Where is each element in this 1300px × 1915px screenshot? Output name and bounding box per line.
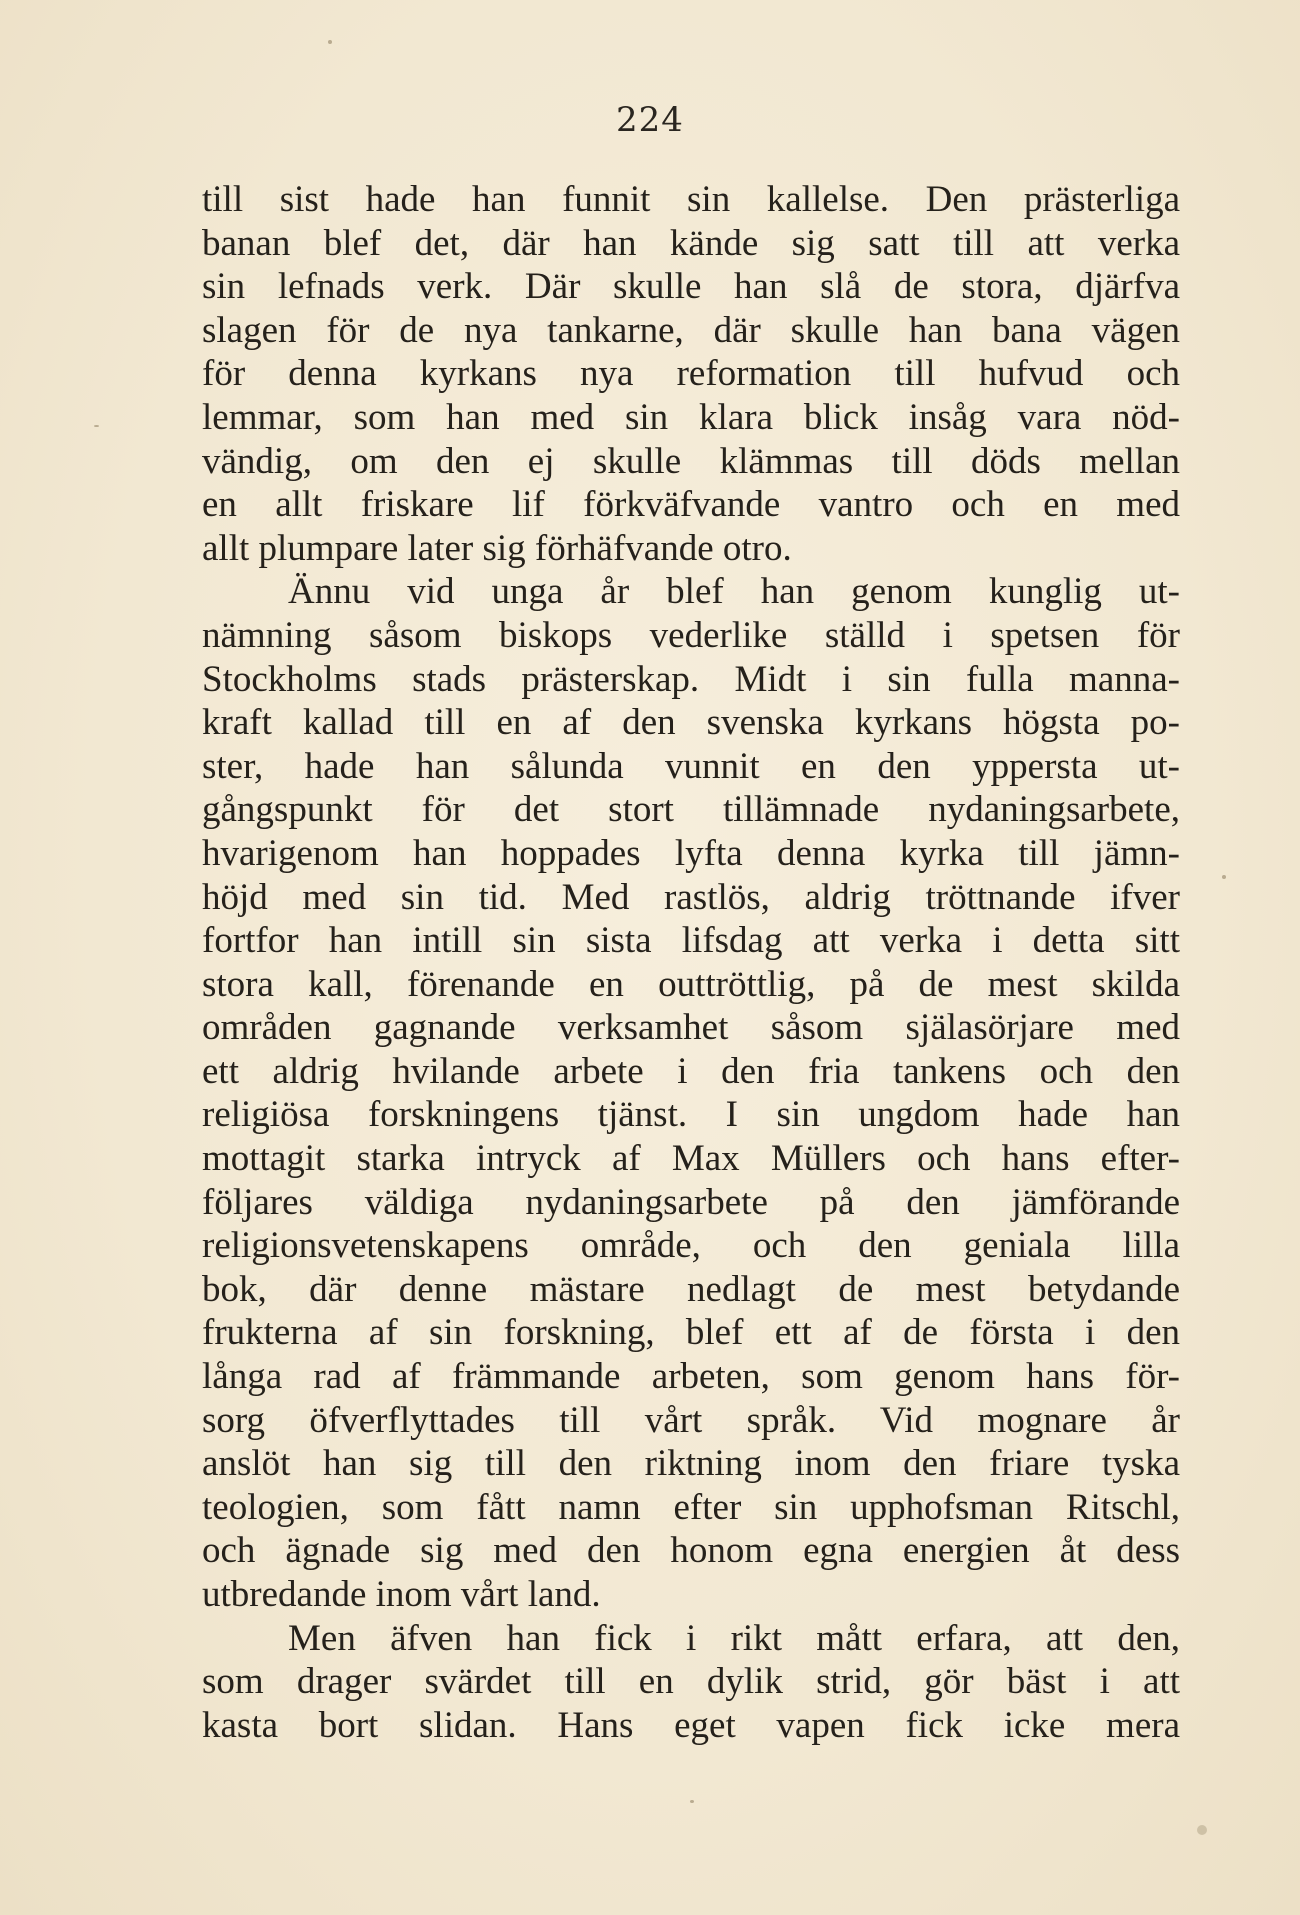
text-line: sin lefnads verk. Där skulle han slå de stora, djärfva	[202, 266, 1180, 308]
text-line: banan blef det, där han kände sig satt till att verka	[202, 222, 1180, 264]
text-line: religionsvetenskapens område, och den geniala lilla	[202, 1225, 1180, 1267]
text-line: mottagit starka intryck af Max Müllers och hans efter-	[202, 1138, 1180, 1180]
text-line: utbredande inom vårt land.	[202, 1574, 601, 1615]
paper-speck	[1222, 875, 1226, 879]
text-line: kasta bort slidan. Hans eget vapen fick icke mera	[202, 1704, 1180, 1746]
paper-speck	[328, 40, 332, 44]
text-line: Stockholms stads prästerskap. Midt i sin fulla manna-	[202, 658, 1180, 700]
text-line: sorg öfverflyttades till vårt språk. Vid mognare år	[202, 1399, 1180, 1441]
body-text	[202, 178, 1180, 1747]
text-line: kraft kallad till en af den svenska kyrkans högsta po-	[202, 702, 1180, 744]
text-line: följares väldiga nydaningsarbete på den jämförande	[202, 1181, 1180, 1223]
page-number: 224	[616, 100, 684, 140]
text-line: och ägnade sig med den honom egna energien åt dess	[202, 1530, 1180, 1572]
text-line: ster, hade han sålunda vunnit en den yppersta ut-	[202, 745, 1180, 787]
text-line: till sist hade han funnit sin kallelse. Den prästerliga	[202, 179, 1180, 220]
paper-speck	[1197, 1825, 1207, 1835]
text-line: för denna kyrkans nya reformation till hufvud och	[202, 353, 1180, 395]
text-line: stora kall, förenande en outtröttlig, på de mest skilda	[202, 963, 1180, 1005]
text-line: bok, där denne mästare nedlagt de mest betydande	[202, 1268, 1180, 1310]
text-line: hvarigenom han hoppades lyfta denna kyrka till jämn-	[202, 832, 1180, 874]
paper-speck	[690, 1800, 694, 1803]
text-line: en allt friskare lif förkväfvande vantro och en med	[202, 484, 1180, 526]
text-line: Ännu vid unga år blef han genom kunglig ut-	[288, 571, 1180, 613]
text-line: slagen för de nya tankarne, där skulle han bana vägen	[202, 309, 1180, 351]
text-line: anslöt han sig till den riktning inom den friare tyska	[202, 1443, 1180, 1485]
text-line: långa rad af främmande arbeten, som genom hans för-	[202, 1356, 1180, 1398]
text-line: gångspunkt för det stort tillämnade nydaningsarbete,	[202, 789, 1180, 831]
text-line: höjd med sin tid. Med rastlös, aldrig tröttnande ifver	[202, 876, 1180, 918]
text-line: områden gagnande verksamhet såsom själasörjare med	[202, 1007, 1180, 1049]
text-line: vändig, om den ej skulle klämmas till döds mellan	[202, 440, 1180, 482]
text-line: fortfor han intill sin sista lifsdag att verka i detta sitt	[202, 920, 1180, 962]
text-line: teologien, som fått namn efter sin upphofsman Ritschl,	[202, 1486, 1180, 1528]
text-line: ett aldrig hvilande arbete i den fria tankens och den	[202, 1050, 1180, 1092]
text-line: nämning såsom biskops vederlike ställd i spetsen för	[202, 614, 1180, 656]
paper-speck	[94, 425, 99, 427]
text-line: allt plumpare later sig förhäfvande otro.	[202, 527, 792, 569]
text-line: religiösa forskningens tjänst. I sin ungdom hade han	[202, 1094, 1180, 1136]
text-line: Men äfven han fick i rikt mått erfara, att den,	[288, 1617, 1180, 1659]
text-line: frukterna af sin forskning, blef ett af de första i den	[202, 1312, 1180, 1354]
text-line: lemmar, som han med sin klara blick insåg vara nöd-	[202, 396, 1180, 438]
text-line: som drager svärdet till en dylik strid, gör bäst i att	[202, 1661, 1180, 1703]
